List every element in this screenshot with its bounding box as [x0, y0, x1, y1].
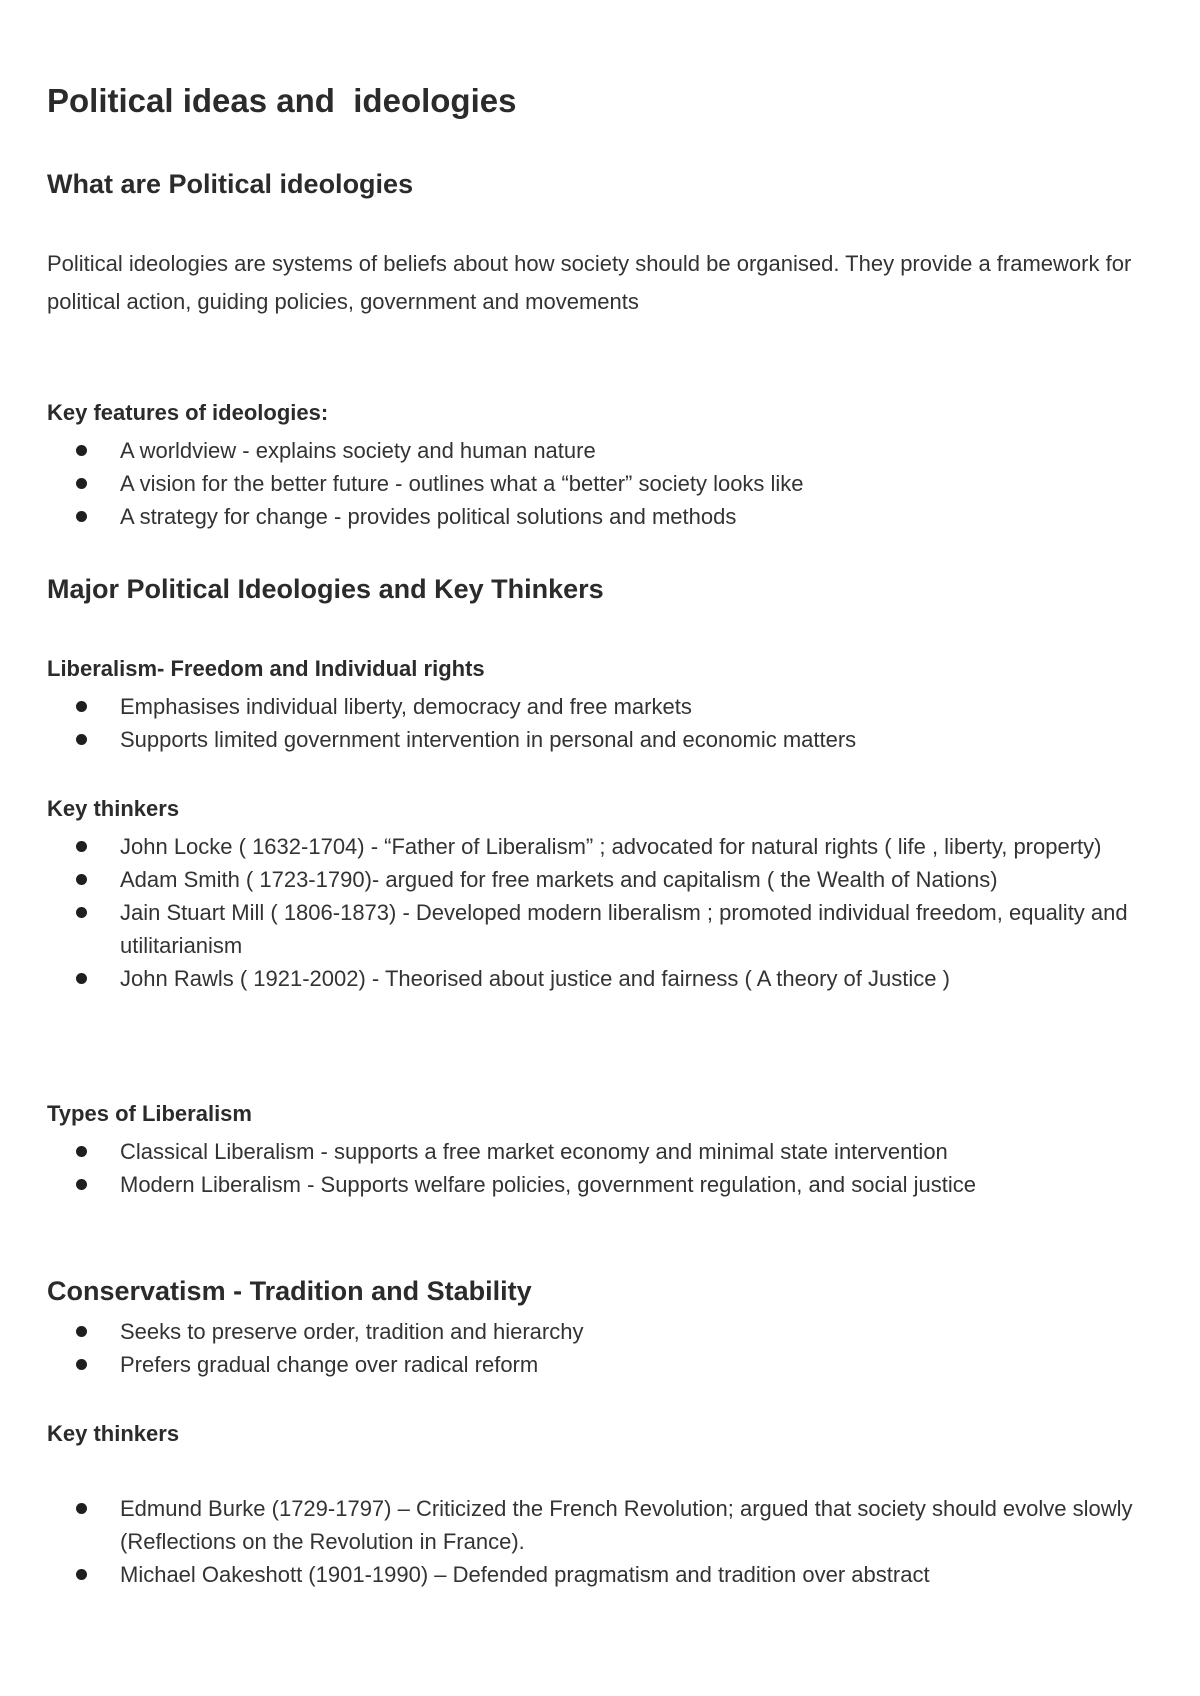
list-item: A vision for the better future - outlines what a “better” society looks like	[0, 467, 1160, 500]
bullet-icon	[76, 841, 87, 852]
bullet-icon	[76, 1179, 87, 1190]
liberalism-list	[0, 690, 1160, 756]
bullet-icon	[76, 511, 87, 522]
bullet-icon	[76, 445, 87, 456]
bullet-icon	[76, 1359, 87, 1370]
bullet-icon	[76, 1326, 87, 1337]
section-heading-major-ideologies: Major Political Ideologies and Key Thinkers	[47, 574, 604, 604]
conservatism-heading: Conservatism - Tradition and Stability	[47, 1276, 532, 1306]
key-features-heading: Key features of ideologies:	[47, 400, 329, 425]
conservatism-thinkers-heading: Key thinkers	[47, 1421, 180, 1446]
list-item: Modern Liberalism - Supports welfare policies, government regulation, and social justice	[0, 1168, 1160, 1201]
bullet-icon	[76, 701, 87, 712]
liberalism-thinkers-heading: Key thinkers	[47, 796, 180, 821]
liberalism-heading: Liberalism- Freedom and Individual rights	[47, 656, 485, 681]
bullet-icon	[76, 734, 87, 745]
bullet-icon	[76, 1569, 87, 1580]
list-item: Michael Oakeshott (1901-1990) – Defended pragmatism and tradition over abstract	[0, 1558, 1160, 1591]
liberalism-types-heading: Types of Liberalism	[47, 1101, 252, 1126]
list-item: Jain Stuart Mill ( 1806-1873) - Developed modern liberalism ; promoted individual freedom, equality and utilitarianism	[0, 896, 1160, 962]
bullet-icon	[76, 973, 87, 984]
list-item: Prefers gradual change over radical reform	[0, 1348, 1160, 1381]
page-title: Political ideas and ideologies	[47, 82, 517, 119]
conservatism-list	[0, 1315, 1160, 1381]
key-features-list	[0, 434, 1160, 533]
bullet-icon	[76, 907, 87, 918]
liberalism-types-list	[0, 1135, 1160, 1201]
list-item: John Locke ( 1632-1704) - “Father of Liberalism” ; advocated for natural rights ( life , liberty, property)	[0, 830, 1160, 863]
bullet-icon	[76, 874, 87, 885]
bullet-icon	[76, 478, 87, 489]
intro-paragraph: Political ideologies are systems of beliefs about how society should be organised. They provide a framework for political action, guiding policies, government and movements	[47, 251, 1132, 314]
bullet-icon	[76, 1503, 87, 1514]
bullet-icon	[76, 1146, 87, 1157]
section-heading-what-are: What are Political ideologies	[47, 169, 414, 199]
list-item: Adam Smith ( 1723-1790)- argued for free markets and capitalism ( the Wealth of Nations)	[0, 863, 1160, 896]
list-item: Emphasises individual liberty, democracy and free markets	[0, 690, 1160, 723]
list-item: A worldview - explains society and human nature	[0, 434, 1160, 467]
liberalism-thinkers-list	[0, 830, 1160, 995]
list-item: John Rawls ( 1921-2002) - Theorised about justice and fairness ( A theory of Justice )	[0, 962, 1160, 995]
list-item: Supports limited government intervention in personal and economic matters	[0, 723, 1160, 756]
list-item: A strategy for change - provides political solutions and methods	[0, 500, 1160, 533]
list-item: Classical Liberalism - supports a free market economy and minimal state intervention	[0, 1135, 1160, 1168]
list-item: Edmund Burke (1729-1797) – Criticized the French Revolution; argued that society should evolve slowly (Reflections on the Revolution in France).	[0, 1492, 1160, 1558]
list-item: Seeks to preserve order, tradition and hierarchy	[0, 1315, 1160, 1348]
conservatism-thinkers-list	[0, 1492, 1160, 1591]
